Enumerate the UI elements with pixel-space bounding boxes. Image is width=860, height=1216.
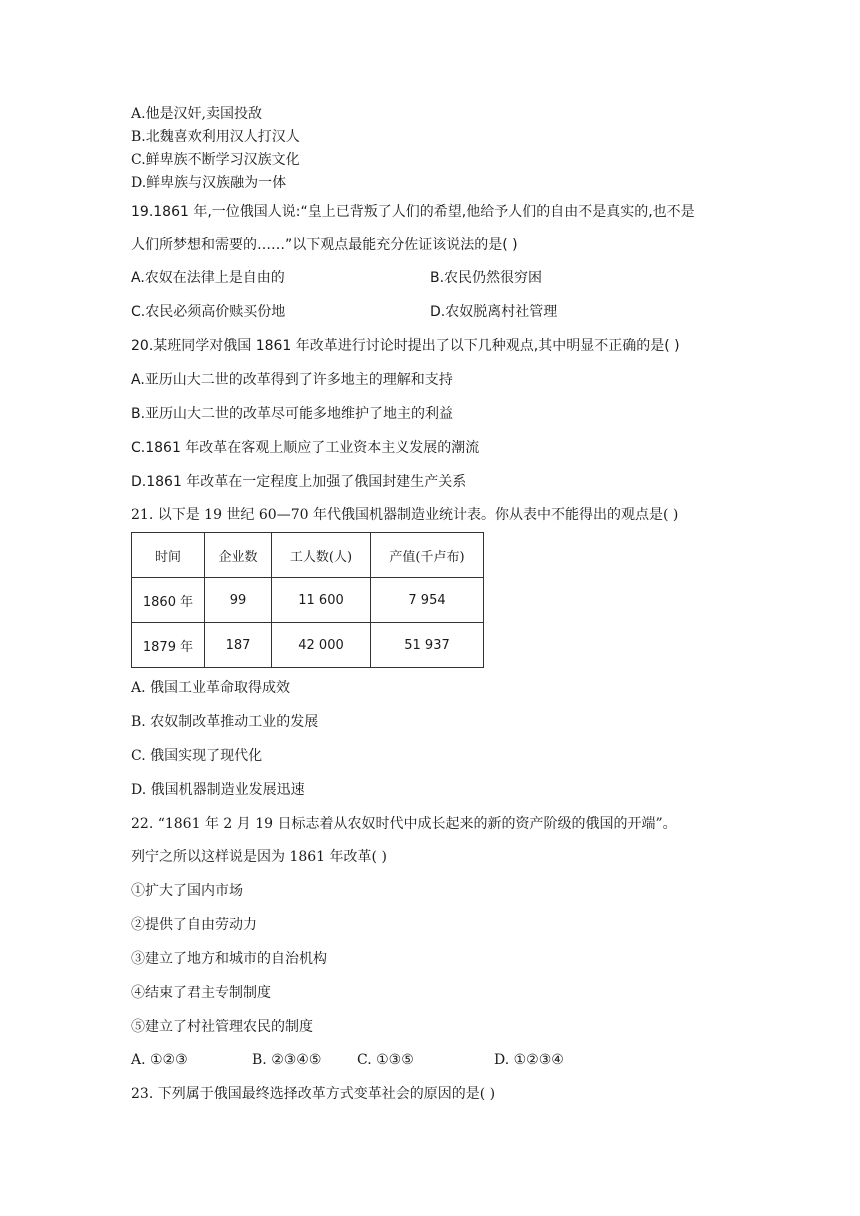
table-cell: 99: [205, 578, 272, 623]
table-header-cell: 工人数(人): [272, 533, 371, 578]
table-cell: 42 000: [272, 623, 371, 668]
q22-option-d: D. ①②③④: [494, 1052, 564, 1068]
table-cell: 11 600: [272, 578, 371, 623]
q18-option-b: B.北魏喜欢利用汉人打汉人: [131, 129, 300, 145]
q19-option-b: B.农民仍然很穷困: [430, 270, 543, 286]
q21-option-b: B. 农奴制改革推动工业的发展: [131, 714, 319, 730]
machine-industry-table: [131, 532, 484, 668]
q22-item-2: ②提供了自由劳动力: [131, 917, 257, 933]
q22-item-1: ①扩大了国内市场: [131, 883, 243, 899]
q20-stem: 20.某班同学对俄国 1861 年改革进行讨论时提出了以下几种观点,其中明显不正确的是( ): [131, 338, 680, 354]
q22-option-c: C. ①③⑤: [357, 1052, 414, 1068]
q22-stem-line2: 列宁之所以这样说是因为 1861 年改革( ): [131, 849, 387, 865]
q21-stem: 21. 以下是 19 世纪 60—70 年代俄国机器制造业统计表。你从表中不能得出的观点是( ): [131, 507, 679, 523]
q22-item-5: ⑤建立了村社管理农民的制度: [131, 1019, 313, 1035]
q19-option-d: D.农奴脱离村社管理: [430, 304, 558, 320]
table-header-cell: 时间: [132, 533, 205, 578]
q21-option-c: C. 俄国实现了现代化: [131, 748, 263, 764]
q18-option-c: C.鲜卑族不断学习汉族文化: [131, 152, 300, 168]
q21-option-a: A. 俄国工业革命取得成效: [131, 680, 291, 696]
q22-option-b: B. ②③④⑤: [252, 1052, 322, 1068]
table-cell: 1879 年: [132, 623, 205, 668]
q20-option-c: C.1861 年改革在客观上顺应了工业资本主义发展的潮流: [131, 440, 480, 456]
q19-stem-line2: 人们所梦想和需要的……”以下观点最能充分佐证该说法的是( ): [131, 237, 518, 253]
q22-item-3: ③建立了地方和城市的自治机构: [131, 951, 327, 967]
table-cell: 1860 年: [132, 578, 205, 623]
q20-option-a: A.亚历山大二世的改革得到了许多地主的理解和支持: [131, 372, 453, 388]
q22-stem-line1: 22. “1861 年 2 月 19 日标志着从农奴时代中成长起来的新的资产阶级的俄国的开端”。: [131, 816, 677, 832]
table-cell: 51 937: [371, 623, 484, 668]
q22-option-a: A. ①②③: [131, 1052, 188, 1068]
q22-item-4: ④结束了君主专制制度: [131, 985, 271, 1001]
q18-option-d: D.鲜卑族与汉族融为一体: [131, 175, 287, 191]
q21-option-d: D. 俄国机器制造业发展迅速: [131, 782, 305, 798]
q23-stem: 23. 下列属于俄国最终选择改革方式变革社会的原因的是( ): [131, 1086, 496, 1102]
q19-option-a: A.农奴在法律上是自由的: [131, 270, 285, 286]
table-header-row: [132, 533, 484, 578]
q19-stem-line1: 19.1861 年,一位俄国人说:“皇上已背叛了人们的希望,他给予人们的自由不是真实的,也不是: [131, 204, 695, 220]
table-header-cell: 企业数: [205, 533, 272, 578]
table-cell: 7 954: [371, 578, 484, 623]
table-row: [132, 578, 484, 623]
q20-option-d: D.1861 年改革在一定程度上加强了俄国封建生产关系: [131, 474, 467, 490]
table-cell: 187: [205, 623, 272, 668]
q18-option-a: A.他是汉奸,卖国投敌: [131, 106, 263, 122]
table-row: [132, 623, 484, 668]
table-header-cell: 产值(千卢布): [371, 533, 484, 578]
q20-option-b: B.亚历山大二世的改革尽可能多地维护了地主的利益: [131, 406, 454, 422]
q19-option-c: C.农民必须高价赎买份地: [131, 304, 286, 320]
